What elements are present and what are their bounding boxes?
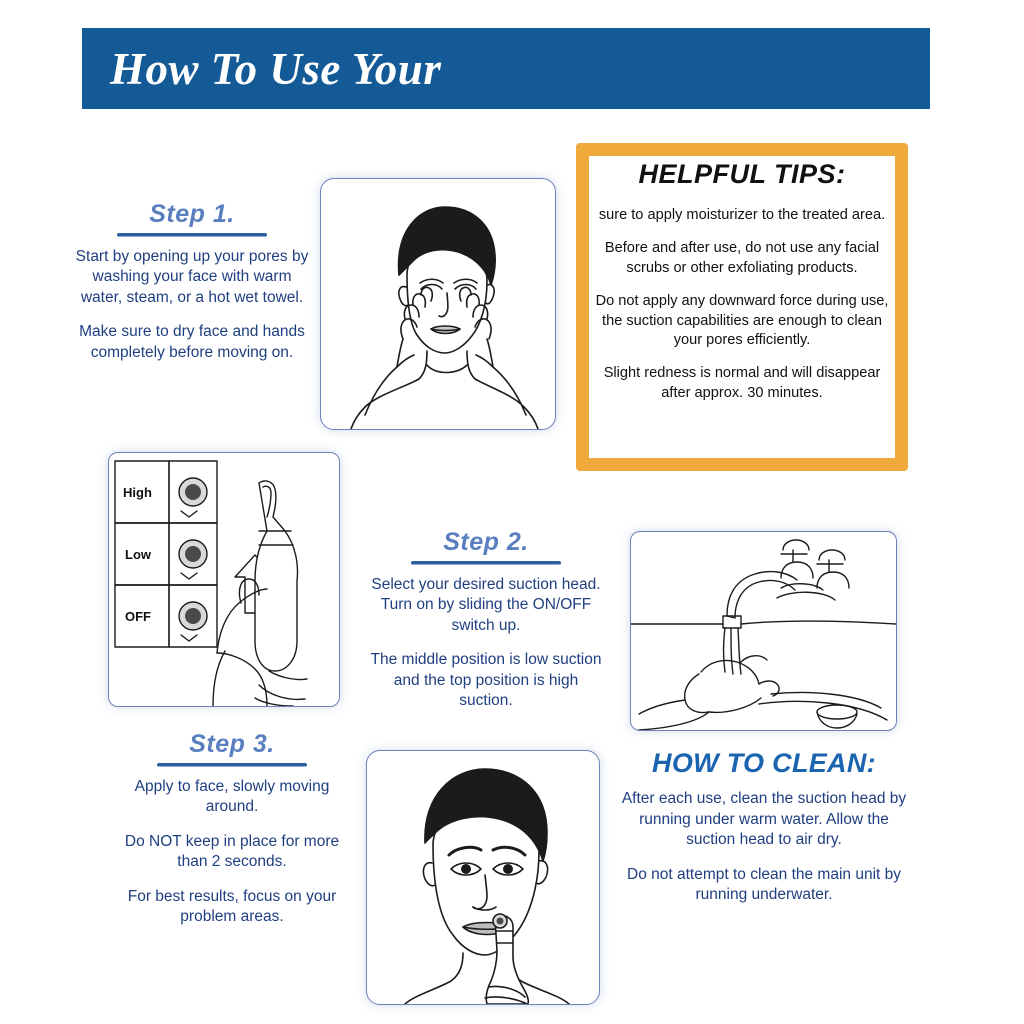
step-3-text bbox=[108, 777, 356, 928]
tips-content bbox=[594, 159, 890, 457]
header-banner bbox=[82, 28, 930, 109]
page-title: How To Use Your bbox=[110, 43, 442, 94]
illustration-rinsing-under-faucet bbox=[630, 531, 897, 731]
device-label-low: Low bbox=[125, 547, 151, 562]
step-3-divider bbox=[157, 763, 307, 767]
illustration-device-on-face bbox=[366, 750, 600, 1005]
how-to-clean-title: HOW TO CLEAN: bbox=[652, 748, 876, 778]
step-3-paragraph-1: Apply to face, slowly moving around. bbox=[134, 778, 330, 816]
tips-paragraph-1: sure to apply moisturizer to the treated area. bbox=[598, 207, 886, 223]
step-1-paragraph-2: Make sure to dry face and hands completely before moving on. bbox=[79, 323, 305, 361]
tips-paragraph-2: Before and after use, do not use any facial scrubs or other exfoliating products. bbox=[604, 240, 880, 276]
step-3-block bbox=[108, 730, 356, 928]
step-2-divider bbox=[411, 561, 561, 565]
tips-title: HELPFUL TIPS: bbox=[638, 159, 846, 189]
how-to-clean-text bbox=[620, 789, 908, 906]
step-3-paragraph-2: Do NOT keep in place for more than 2 seconds. bbox=[124, 832, 340, 871]
step-1-paragraph-1: Start by opening up your pores by washing your face with warm water, steam, or a hot wet towel. bbox=[75, 248, 309, 306]
step-2-label: Step 2. bbox=[443, 528, 529, 556]
device-label-off: OFF bbox=[125, 609, 151, 624]
step-1-block bbox=[72, 200, 312, 363]
illustration-washing-face bbox=[320, 178, 556, 430]
step-1-text bbox=[72, 247, 312, 363]
clean-paragraph-1: After each use, clean the suction head by running under warm water. Allow the suction head to air dry. bbox=[621, 790, 907, 849]
step-2-paragraph-1: Select your desired suction head. Turn on by sliding the ON/OFF switch up. bbox=[371, 576, 601, 634]
tips-paragraph-3: Do not apply any downward force during use, the suction capabilities are enough to clean your pores efficiently. bbox=[595, 293, 889, 349]
tips-text bbox=[594, 206, 890, 403]
step-3-label: Step 3. bbox=[189, 730, 275, 758]
step-2-block bbox=[370, 528, 602, 712]
step-2-text bbox=[370, 575, 602, 712]
how-to-clean-block bbox=[620, 748, 908, 906]
helpful-tips-box bbox=[576, 143, 908, 471]
illustration-device-switch bbox=[108, 452, 340, 707]
step-1-label: Step 1. bbox=[149, 200, 235, 228]
clean-paragraph-2: Do not attempt to clean the main unit by running underwater. bbox=[627, 865, 901, 904]
tips-paragraph-4: Slight redness is normal and will disappear after approx. 30 minutes. bbox=[603, 365, 881, 401]
step-3-paragraph-3: For best results, focus on your problem areas. bbox=[127, 887, 337, 926]
step-1-divider bbox=[117, 233, 267, 237]
step-2-paragraph-2: The middle position is low suction and the top position is high suction. bbox=[370, 651, 602, 710]
device-label-high: High bbox=[123, 485, 152, 500]
